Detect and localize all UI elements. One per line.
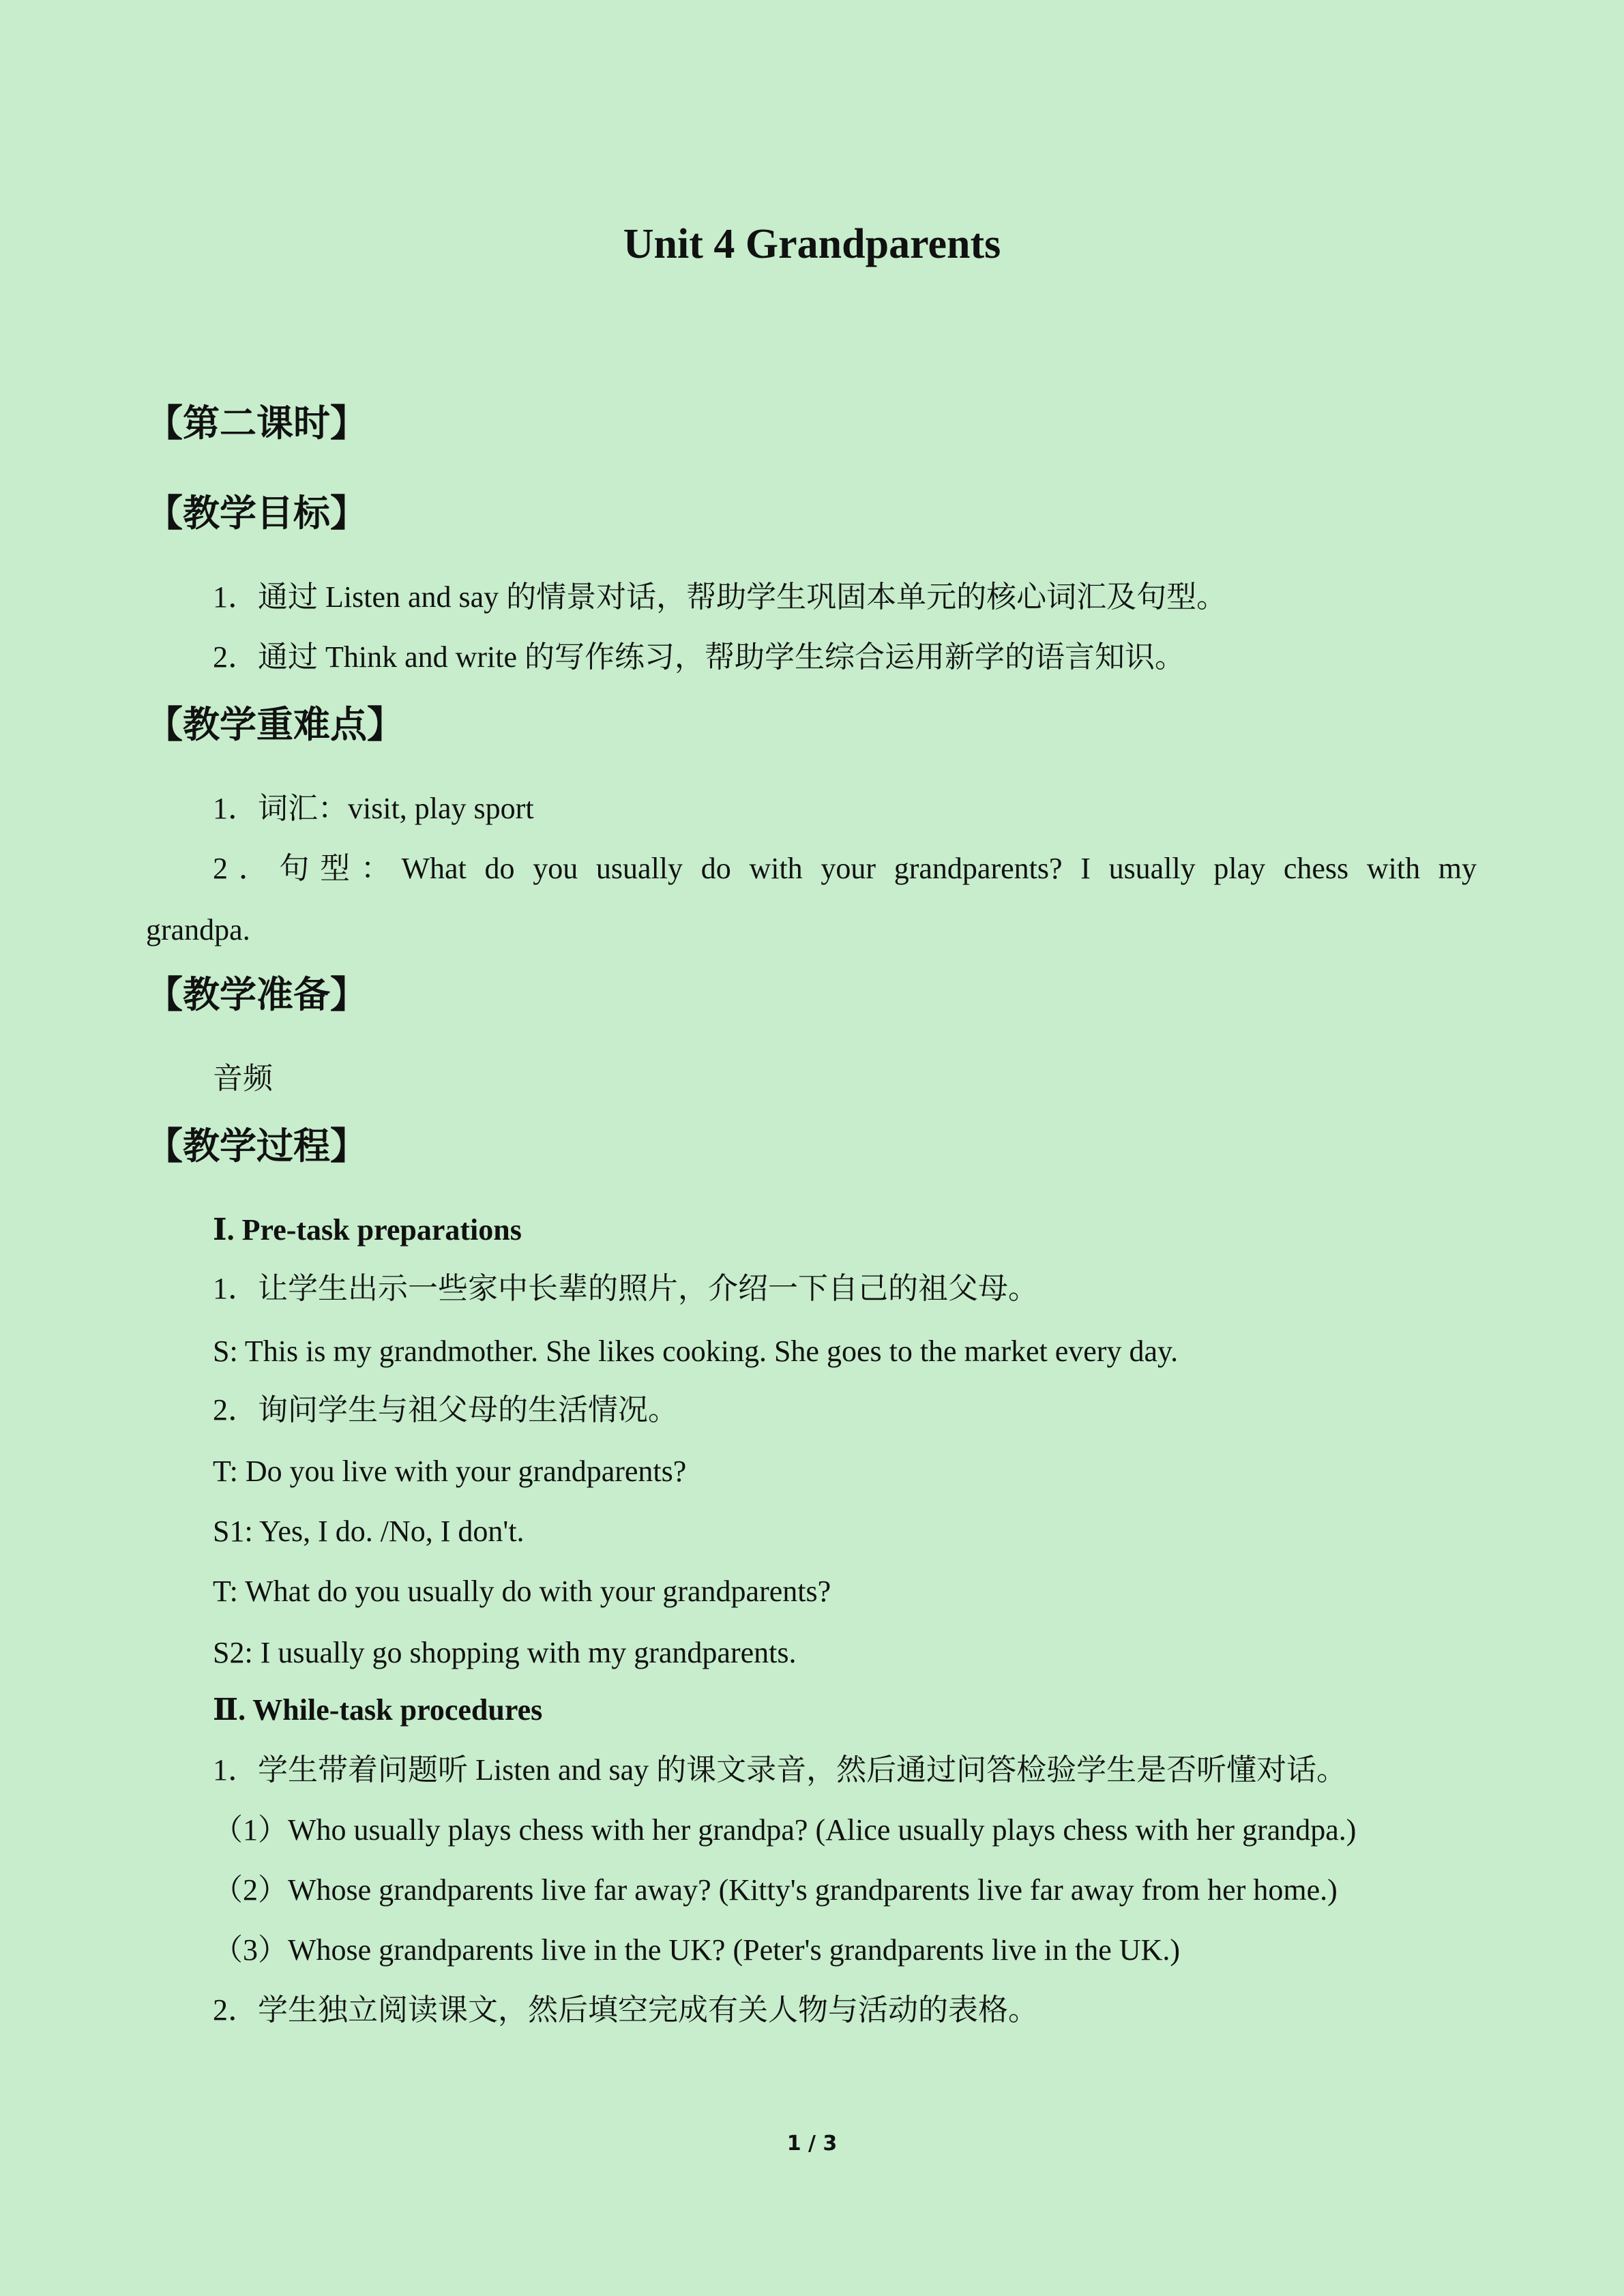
while-task-question: （1）Who usually plays chess with her grandpa? (Alice usually plays chess with her grandpa.) [213, 1813, 1357, 1847]
page-indicator: 1 / 3 [786, 2132, 838, 2156]
process-heading: 【教学过程】 [146, 1124, 367, 1167]
objectives-heading: 【教学目标】 [146, 492, 367, 535]
pre-task-line: 1．让学生出示一些家中长辈的照片，介绍一下自己的祖父母。 [213, 1272, 1038, 1305]
preparation-heading: 【教学准备】 [146, 973, 367, 1016]
key-points-heading: 【教学重难点】 [146, 703, 404, 746]
objective-item: 1．通过 Listen and say 的情景对话，帮助学生巩固本单元的核心词汇及句型。 [213, 580, 1227, 614]
key-point-item-continuation: grandpa. [146, 913, 250, 946]
key-point-item: 1．词汇：visit, play sport [213, 792, 534, 825]
pre-task-line: S: This is my grandmother. She likes cooking. She goes to the market every day. [213, 1335, 1179, 1368]
while-task-question: （3）Whose grandparents live in the UK? (Peter's grandparents live in the UK.) [213, 1933, 1180, 1967]
while-task-line: 2．学生独立阅读课文，然后填空完成有关人物与活动的表格。 [213, 1993, 1038, 2027]
lesson-tag-heading: 【第二课时】 [146, 402, 367, 445]
preparation-text: 音频 [213, 1062, 273, 1095]
pre-task-title: Ⅰ. Pre-task preparations [213, 1213, 522, 1247]
pre-task-line: S2: I usually go shopping with my grandparents. [213, 1636, 797, 1669]
key-point-item: 2．句型：What do you usually do with your grandparents? I usually play chess with my [213, 852, 1477, 885]
while-task-question: （2）Whose grandparents live far away? (Kitty's grandparents live far away from her home.) [213, 1873, 1338, 1907]
pre-task-line: T: Do you live with your grandparents? [213, 1455, 687, 1488]
page-title: Unit 4 Grandparents [623, 221, 1001, 267]
pre-task-line: S1: Yes, I do. /No, I don't. [213, 1515, 525, 1548]
pre-task-line: T: What do you usually do with your grandparents? [213, 1575, 831, 1608]
while-task-line: 1．学生带着问题听 Listen and say 的课文录音，然后通过问答检验学生是否听懂对话。 [213, 1753, 1347, 1787]
objective-item: 2．通过 Think and write 的写作练习，帮助学生综合运用新学的语言知识。 [213, 640, 1185, 674]
while-task-title: Ⅱ. While-task procedures [213, 1693, 543, 1727]
pre-task-line: 2．询问学生与祖父母的生活情况。 [213, 1393, 678, 1427]
